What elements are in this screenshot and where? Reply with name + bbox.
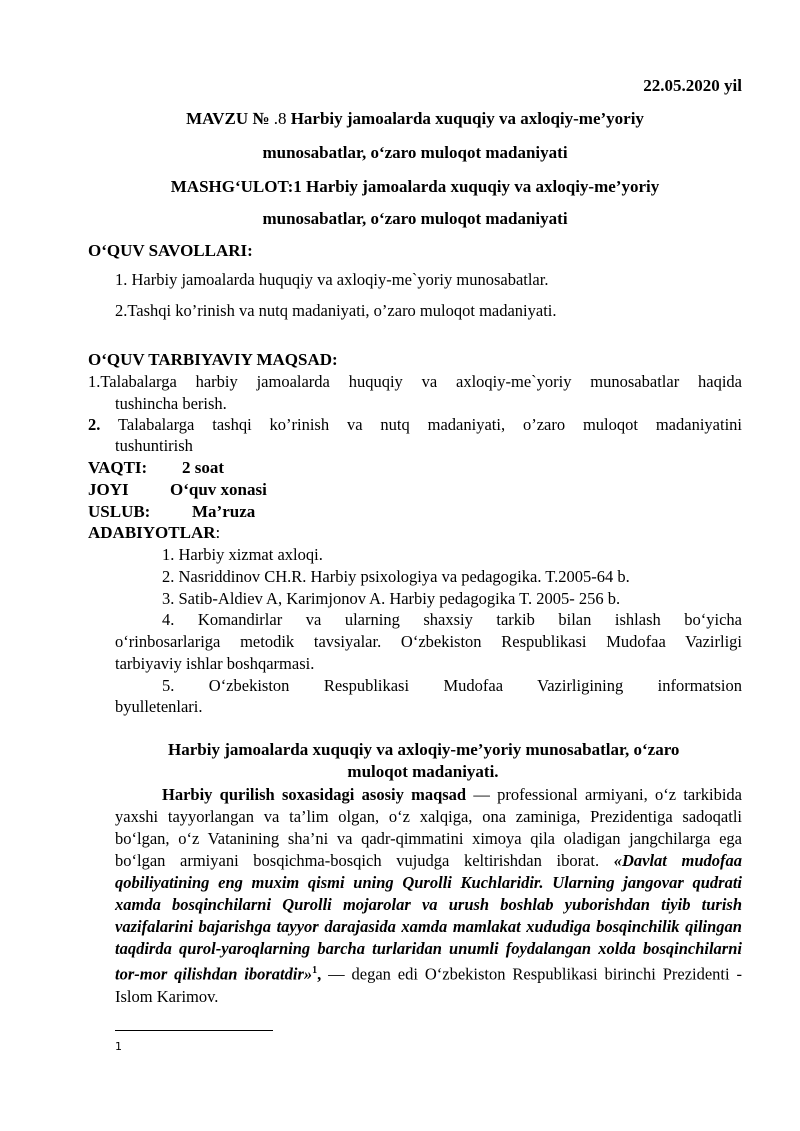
body-lead: Harbiy qurilish soxasidagi asosiy maqsad	[162, 785, 467, 804]
topic-number: .8	[269, 109, 291, 128]
body-paragraph	[115, 784, 742, 1008]
literature-item-2: 2. Nasriddinov CH.R. Harbiy psixologiya va pedagogika. T.2005-64 b.	[162, 567, 630, 586]
study-question-1: 1. Harbiy jamoalarda huquqiy va axloqiy-me`yoriy munosabatlar.	[115, 270, 549, 289]
goal-item-2-line1	[88, 415, 742, 435]
style-value: Ma’ruza	[192, 502, 256, 521]
style-row	[88, 502, 256, 522]
place-row	[88, 480, 267, 500]
topic-title: Harbiy jamoalarda xuquqiy va axloqiy-me’yoriy	[290, 109, 644, 128]
body-text-2: — degan edi O‘zbekiston Respublikasi birinchi Prezidenti - Islom Karimov.	[115, 964, 742, 1006]
topic-title-line1	[88, 109, 742, 129]
goal-item-1-line2: tushincha berish.	[115, 394, 227, 413]
time-label: VAQTI:	[88, 458, 148, 477]
time-value: 2 soat	[182, 458, 225, 477]
topic-prefix: MAVZU №	[186, 109, 270, 128]
literature-heading	[88, 523, 220, 543]
footnote-ref: 1	[312, 965, 318, 976]
document-date: 22.05.2020 yil	[643, 76, 742, 95]
goal-item-2-line2: tushuntirish	[115, 436, 193, 455]
lesson-title-line1: MASHG‘ULOT:1 Harbiy jamoalarda xuquqiy va axloqiy-me’yoriy	[170, 177, 660, 196]
goal-heading: O‘QUV TARBIYAVIY MAQSAD:	[88, 350, 338, 369]
literature-item-5-line2: byulletenlari.	[115, 697, 203, 716]
goal-item-1-line1: 1.Talabalarga harbiy jamoalarda huquqiy va axloqiy-me`yoriy munosabatlar haqida	[88, 372, 742, 391]
body-quote-comma: ,	[317, 964, 322, 984]
study-question-2: 2.Tashqi ko’rinish va nutq madaniyati, o’zaro muloqot madaniyati.	[115, 301, 557, 320]
topic-title-line2: munosabatlar, o‘zaro muloqot madaniyati	[262, 143, 568, 162]
goal-item-2-text: Talabalarga tashqi ko’rinish va nutq madaniyati, o’zaro muloqot madaniyatini	[100, 415, 742, 434]
study-questions-heading: O‘QUV SAVOLLARI:	[88, 241, 253, 260]
literature-colon: :	[215, 523, 221, 542]
literature-label: ADABIYOTLAR	[88, 523, 216, 542]
goal-item-2-number: 2.	[88, 415, 101, 434]
body-quote: «Davlat mudofaa qobiliyatining eng muxim qismi uning Qurolli Kuchlaridir. Ularning jangovar qudrati xamda bosqinchilarni Qurolli mojarolar va urush boshlab yuborishdan tiyib turish vazifalarini bajarishga tayyor darajasida xamda mamlakat xududiga bosqinchilik qilingan taqdirda qurol-yaroqlarning barcha turlaridan unumli foydalangan xolda bosqinchilarni tor-mor qilishdan iboratdir»	[115, 851, 742, 984]
place-value: O‘quv xonasi	[170, 480, 267, 499]
section-title-line1: Harbiy jamoalarda xuquqiy va axloqiy-me’yoriy munosabatlar, o‘zaro	[168, 740, 680, 759]
lesson-title-line2: munosabatlar, o‘zaro muloqot madaniyati	[262, 209, 568, 228]
literature-item-1: 1. Harbiy xizmat axloqi.	[162, 545, 323, 564]
place-label: JOYI	[88, 480, 129, 499]
literature-item-4-line3: tarbiyaviy ishlar boshqarmasi.	[115, 654, 315, 673]
body-text-1: — professional armiyani, o‘z tarkibida yaxshi tayyorlangan va ta’lim olgan, o‘z xalqiga, ona zaminiga, Prezidentiga sadoqatli bo‘lgan, o‘z Vatanining sha’ni va qadr-qimmatini ximoya qila oladigan jangchilarga ega bo‘lgan armiyani bosqichma-bosqich vujudga keltirishdan iborat.	[115, 785, 742, 870]
time-row	[88, 458, 225, 478]
section-title-line2: muloqot madaniyati.	[347, 762, 499, 781]
footnote-divider	[115, 1030, 273, 1031]
literature-item-5-line1: 5. O‘zbekiston Respublikasi Mudofaa Vazirligining informatsion	[162, 676, 742, 695]
footnote-number: 1	[115, 1040, 122, 1053]
literature-item-4-line2: o‘rinbosarlariga metodik tavsiyalar. O‘zbekiston Respublikasi Mudofaa Vazirligi	[115, 632, 742, 651]
literature-item-4-line1: 4. Komandirlar va ularning shaxsiy tarkib bilan ishlash bo‘yicha	[162, 610, 742, 629]
style-label: USLUB:	[88, 502, 151, 521]
literature-item-3: 3. Satib-Aldiev A, Karimjonov A. Harbiy pedagogika T. 2005- 256 b.	[162, 589, 621, 608]
